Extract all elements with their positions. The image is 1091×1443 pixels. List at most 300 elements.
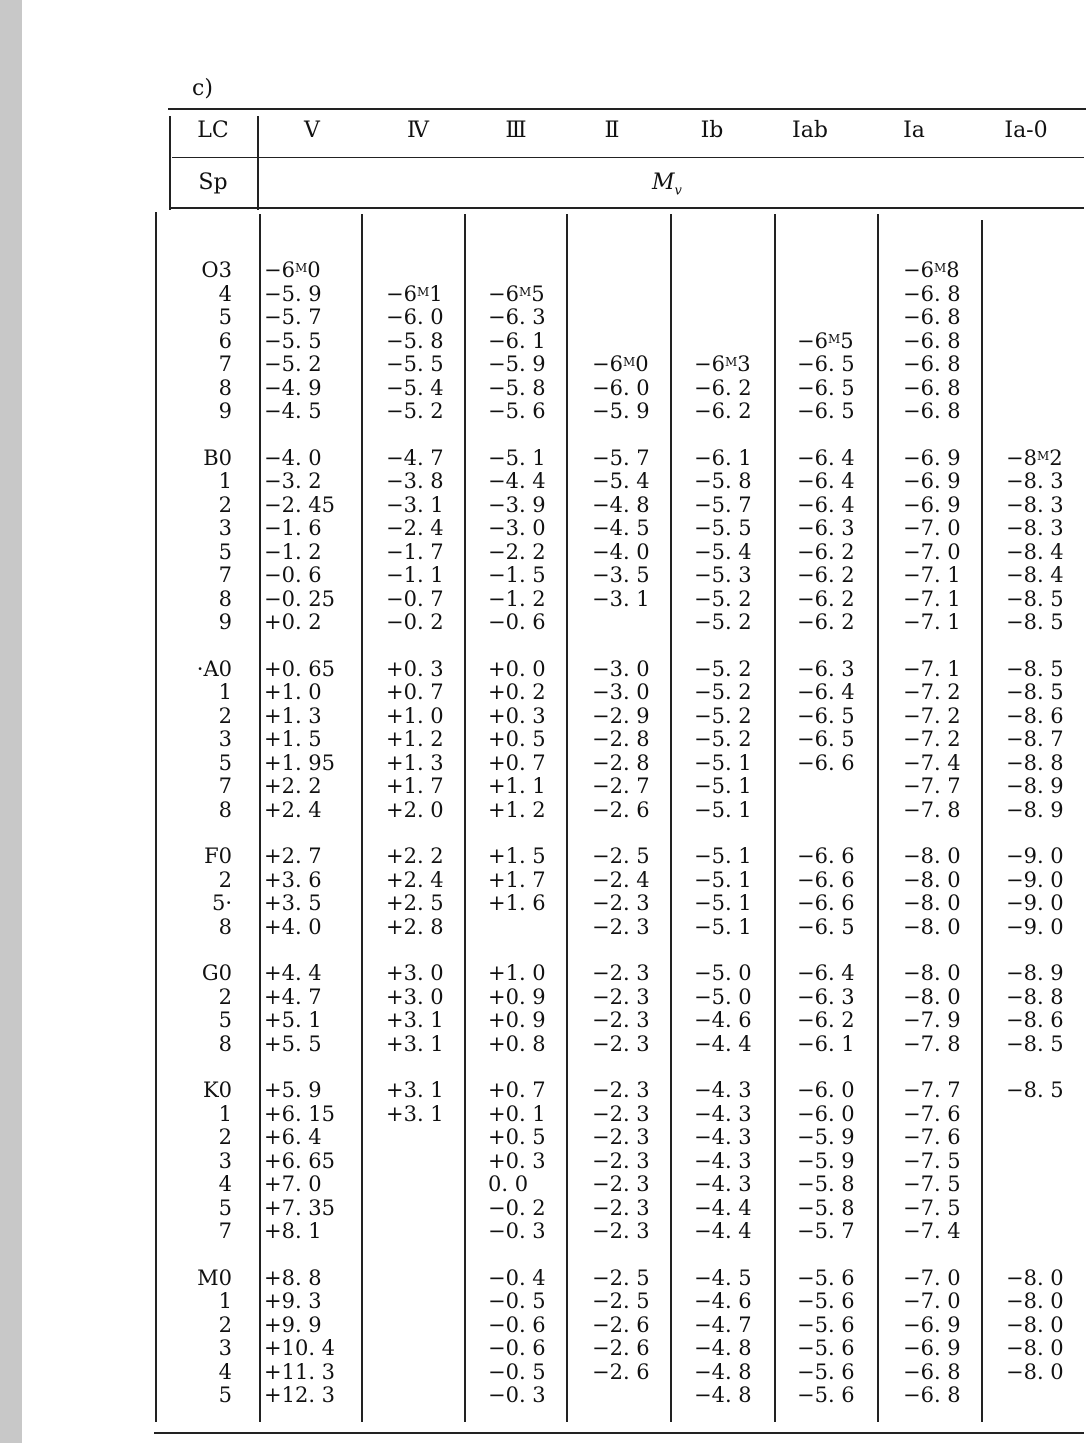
row-group [903,447,961,635]
magnitude-cell: +0. 2 [264,610,322,634]
spectral-type-cell: 3 [218,727,232,751]
magnitude-cell: −5. 1 [694,750,752,775]
magnitude-cell: −6. 2 [694,399,752,423]
magnitude-cell [592,283,650,307]
magnitude-cell: +0. 3 [386,656,444,681]
magnitude-cell: −5. 7 [592,445,650,470]
magnitude-cell: −6. 8 [903,1383,961,1407]
row-group [180,845,232,939]
magnitude-cell: +6. 4 [264,1125,322,1149]
magnitude-cell: +1. 2 [386,727,444,751]
magnitude-cell: −8. 4 [1006,539,1064,564]
row-group [180,1267,232,1408]
magnitude-cell: −6. 5 [797,375,855,400]
row-group [797,447,855,635]
magnitude-cell: −8. 0 [903,891,961,915]
magnitude-cell: −7. 1 [903,563,961,587]
magnitude-cell: −7. 7 [903,1078,961,1102]
magnitude-cell: −3. 0 [488,516,546,540]
row-group [903,1267,961,1408]
row-group [694,962,752,1056]
magnitude-cell [386,1384,444,1408]
magnitude-cell: −2. 3 [592,1078,650,1102]
magnitude-cell: −2. 45 [264,492,336,517]
magnitude-cell: +1. 3 [386,750,444,775]
magnitude-cell: −2. 9 [592,703,650,728]
magnitude-cell: +3. 1 [386,1078,444,1102]
magnitude-cell [386,259,444,283]
magnitude-cell: −7. 6 [903,1101,961,1126]
magnitude-cell: −4. 0 [264,445,322,470]
row-group [797,845,855,939]
magnitude-cell: −6. 3 [797,516,855,540]
magnitude-cell: −6. 9 [903,1336,961,1360]
page-margin-bar [0,0,22,1443]
magnitude-cell: −0. 6 [488,1336,546,1360]
magnitude-cell: −8. 3 [1006,469,1064,493]
magnitude-cell: −6. 2 [797,539,855,564]
magnitude-cell: −6. 9 [903,469,961,493]
magnitude-cell: +1. 3 [264,703,322,728]
magnitude-unit-mark: M [622,355,636,369]
magnitude-cell: −0. 6 [264,563,322,587]
row-group [694,259,752,424]
spectral-type-cell: 1 [218,680,232,704]
magnitude-cell: −1. 1 [386,563,444,587]
magnitude-cell: −2. 2 [488,539,546,564]
magnitude-cell: −7. 6 [903,1125,961,1149]
magnitude-cell: −8. 6 [1006,1008,1064,1032]
magnitude-cell: −4. 5 [264,399,322,423]
magnitude-cell [1006,1173,1064,1197]
spectral-type-cell: F0 [204,844,232,868]
magnitude-cell: −1. 2 [264,539,322,564]
magnitude-cell: −2. 4 [386,516,444,540]
row-group [264,259,335,424]
magnitude-cell: −2. 3 [592,891,650,915]
magnitude-cell [1006,1103,1064,1127]
magnitude-cell: −7. 0 [903,516,961,540]
magnitude-cell: +2. 2 [386,844,444,868]
magnitude-cell: −5. 7 [797,1219,855,1243]
row-group [386,447,444,635]
magnitude-cell: −6. 9 [903,445,961,470]
row-group [797,1079,855,1244]
magnitude-cell: −2. 3 [592,1008,650,1032]
spectral-type-cell: 6 [218,328,232,353]
magnitude-cell: −7. 2 [903,680,961,704]
body-col-rule-4 [566,214,568,1422]
magnitude-cell [1006,1220,1064,1244]
column-Ia0 [1006,259,1064,1431]
magnitude-cell: +0. 8 [488,1031,546,1056]
magnitude-cell: −2. 3 [592,1195,650,1220]
body-col-rule-2 [361,214,363,1422]
magnitude-cell: −5. 8 [797,1195,855,1220]
magnitude-cell: +11. 3 [264,1359,336,1384]
magnitude-cell: −5. 8 [386,328,444,353]
spectral-type-cell: K0 [202,1078,232,1102]
magnitude-cell: −2. 3 [592,961,650,985]
row-group [592,658,650,823]
magnitude-cell: −6. 5 [797,914,855,939]
lc-header: LC [197,118,229,143]
magnitude-cell [1006,400,1064,424]
magnitude-unit-mark: M [933,261,947,275]
magnitude-cell: −5. 2 [694,610,752,634]
magnitude-cell: −8. 0 [1006,1265,1064,1290]
magnitude-cell: −8. 0 [1006,1359,1064,1384]
col-header-II: Ⅱ [604,118,620,143]
row-group [264,447,335,635]
magnitude-cell: −6. 4 [797,492,855,517]
magnitude-cell: −1. 5 [488,563,546,587]
magnitude-cell [592,330,650,354]
magnitude-cell [694,330,752,354]
magnitude-cell: −6. 2 [797,1008,855,1032]
magnitude-cell: −6. 8 [903,375,961,400]
magnitude-cell: +6. 15 [264,1101,336,1126]
magnitude-cell: −0. 7 [386,586,444,611]
magnitude-cell: −8. 5 [1006,1078,1064,1102]
row-group [694,658,752,823]
magnitude-cell: −8. 0 [1006,1312,1064,1337]
magnitude-unit-mark: M [724,355,738,369]
magnitude-cell: +3. 0 [386,984,444,1009]
spectral-type-cell: G0 [201,961,232,985]
magnitude-cell: +0. 7 [488,1078,546,1102]
row-group [903,658,961,823]
magnitude-cell: +9. 9 [264,1312,322,1337]
magnitude-cell: $-6^M0$ [592,352,649,376]
magnitude-cell: −4. 7 [386,445,444,470]
spectral-type-cell: 9 [218,399,232,423]
spectral-type-cell: 8 [218,1031,232,1056]
magnitude-cell: −8. 0 [903,961,961,985]
spectral-type-cell: 8 [218,375,232,400]
magnitude-cell: −3. 1 [386,492,444,517]
magnitude-cell: $-6^M3$ [694,352,751,376]
magnitude-cell: −9. 0 [1006,891,1064,915]
magnitude-cell: +1. 5 [264,727,322,751]
row-group [488,845,546,939]
magnitude-cell: +5. 1 [264,1008,322,1032]
magnitude-cell: −0. 5 [488,1359,546,1384]
magnitude-cell: +5. 9 [264,1078,322,1102]
sp-column [180,259,232,1431]
magnitude-cell: −0. 3 [488,1219,546,1243]
magnitude-cell: −2. 3 [592,914,650,939]
magnitude-cell: +2. 7 [264,844,322,868]
magnitude-cell: −4. 0 [592,539,650,564]
spectral-type-cell: 5 [218,750,232,775]
magnitude-cell: −4. 6 [694,1289,752,1313]
row-group [903,962,961,1056]
row-group [1006,1267,1064,1408]
magnitude-cell: −6. 4 [797,469,855,493]
spectral-type-cell: 2 [218,703,232,728]
magnitude-cell: −6. 0 [592,375,650,400]
magnitude-cell: −5. 7 [264,305,322,329]
magnitude-cell: +0. 2 [488,680,546,704]
magnitude-cell: −8. 3 [1006,492,1064,517]
magnitude-cell: −7. 1 [903,586,961,611]
row-group [488,1079,546,1244]
header-divider [172,157,1084,158]
row-group [180,658,232,823]
magnitude-cell: +0. 3 [488,1148,546,1173]
magnitude-cell: −6. 5 [797,727,855,751]
magnitude-cell: +3. 1 [386,1031,444,1056]
magnitude-cell: $-8^M2$ [1006,445,1063,470]
row-group [592,447,650,635]
magnitude-cell: −2. 3 [592,984,650,1009]
magnitude-cell: −6. 8 [903,281,961,306]
col-header-IV: Ⅳ [407,118,429,143]
magnitude-cell [386,1197,444,1221]
magnitude-cell [592,1384,650,1408]
magnitude-cell: −3. 9 [488,492,546,517]
magnitude-cell: −4. 5 [592,516,650,540]
magnitude-cell: +2. 0 [386,797,444,822]
row-group [264,962,335,1056]
col-header-Ib: Ib [700,118,724,143]
magnitude-cell: +0. 9 [488,1008,546,1032]
magnitude-cell: −7. 4 [903,1219,961,1243]
magnitude-cell: +7. 0 [264,1172,322,1196]
magnitude-cell: −3. 1 [592,586,650,611]
body-col-rule-5 [670,214,672,1422]
row-group [592,259,650,424]
row-group [180,962,232,1056]
magnitude-cell: +0. 65 [264,656,336,681]
magnitude-cell: −2. 3 [592,1101,650,1126]
magnitude-cell [386,1173,444,1197]
col-header-Ia: Ia [903,118,925,143]
magnitude-cell: −5. 6 [797,1265,855,1290]
magnitude-cell: −5. 6 [797,1312,855,1337]
row-group [1006,658,1064,823]
magnitude-cell: −6. 4 [797,961,855,985]
magnitude-cell [797,775,855,799]
magnitude-cell: −5. 0 [694,984,752,1009]
body-left-rule [155,212,157,1422]
magnitude-cell: −6. 0 [797,1078,855,1102]
row-group [180,259,232,424]
magnitude-cell: −5. 3 [694,563,752,587]
magnitude-cell: +0. 0 [488,656,546,681]
magnitude-cell: −2. 8 [592,750,650,775]
magnitude-cell: −6. 3 [797,656,855,681]
row-group [903,845,961,939]
magnitude-cell: −7. 0 [903,1289,961,1313]
magnitude-cell: −7. 7 [903,774,961,798]
magnitude-cell: −7. 1 [903,656,961,681]
magnitude-cell: −5. 8 [797,1172,855,1196]
magnitude-cell: −4. 5 [694,1265,752,1290]
spectral-type-cell: 7 [218,352,232,376]
magnitude-cell: −5. 2 [694,680,752,704]
mv-header: $M_v$ [652,170,682,199]
magnitude-cell: −0. 6 [488,1312,546,1337]
magnitude-cell: $-6^M8$ [903,258,960,282]
magnitude-cell: −5. 4 [386,375,444,400]
magnitude-cell [592,306,650,330]
row-group [386,1267,444,1408]
magnitude-cell: −8. 6 [1006,703,1064,728]
spectral-type-cell: 8 [218,914,232,939]
row-group [1006,259,1064,424]
magnitude-cell: −0. 4 [488,1265,546,1290]
magnitude-cell: −5. 2 [694,586,752,611]
magnitude-cell: −2. 6 [592,797,650,822]
magnitude-cell: +8. 8 [264,1265,322,1290]
magnitude-cell: +1. 2 [488,797,546,822]
magnitude-unit-mark: M [518,284,532,299]
magnitude-cell: −6. 4 [797,445,855,470]
magnitude-cell: −2. 6 [592,1336,650,1360]
column-V [264,259,335,1431]
magnitude-cell: −2. 5 [592,844,650,868]
magnitude-cell: −8. 5 [1006,610,1064,634]
magnitude-cell: −5. 1 [694,891,752,915]
spectral-type-cell: 8 [218,797,232,822]
magnitude-cell: −7. 0 [903,1265,961,1290]
magnitude-cell [386,1150,444,1174]
magnitude-cell: −5. 2 [264,352,322,376]
body-col-rule-7 [877,214,879,1422]
magnitude-cell: −8. 5 [1006,1031,1064,1056]
magnitude-cell: −5. 6 [488,399,546,423]
magnitude-cell: −6. 8 [903,1359,961,1384]
magnitude-cell: −5. 1 [488,445,546,470]
row-group [592,962,650,1056]
magnitude-cell: −2. 3 [592,1031,650,1056]
magnitude-cell: −1. 7 [386,539,444,564]
magnitude-cell: −7. 8 [903,797,961,822]
magnitude-cell: −5. 6 [797,1359,855,1384]
row-group [797,259,855,424]
magnitude-cell: −4. 4 [694,1219,752,1243]
magnitude-cell: −8. 8 [1006,984,1064,1009]
spectral-type-cell: 2 [218,1125,232,1149]
magnitude-cell [386,1220,444,1244]
magnitude-cell: −5. 5 [694,516,752,540]
magnitude-cell: +0. 7 [386,680,444,704]
magnitude-cell: +0. 9 [488,984,546,1009]
magnitude-cell: −8. 5 [1006,586,1064,611]
magnitude-cell: +3. 5 [264,891,322,915]
row-group [694,1079,752,1244]
magnitude-cell: +0. 5 [488,727,546,751]
magnitude-cell: +10. 4 [264,1336,336,1360]
spectral-type-cell: 4 [218,1359,232,1384]
magnitude-cell [1006,283,1064,307]
magnitude-cell: +1. 1 [488,774,546,798]
magnitude-cell: −7. 2 [903,727,961,751]
magnitude-cell: $-6^M1$ [386,281,443,306]
magnitude-cell: +2. 5 [386,891,444,915]
magnitude-cell: −4. 8 [694,1336,752,1360]
magnitude-cell: +5. 5 [264,1031,322,1056]
spectral-type-cell: 5· [211,891,232,915]
magnitude-cell [694,283,752,307]
magnitude-cell: −6. 2 [797,563,855,587]
magnitude-cell: −8. 0 [903,867,961,892]
magnitude-cell: +1. 6 [488,891,546,915]
magnitude-cell: −5. 4 [694,539,752,564]
magnitude-cell [592,259,650,283]
col-header-V: V [304,118,320,143]
spectral-type-cell: 1 [218,1101,232,1126]
row-group [797,658,855,823]
magnitude-cell: −0. 5 [488,1289,546,1313]
magnitude-cell: −5. 2 [386,399,444,423]
magnitude-cell: −6. 8 [903,352,961,376]
spectral-type-cell: 1 [218,469,232,493]
magnitude-cell: −2. 3 [592,1148,650,1173]
magnitude-cell: −3. 8 [386,469,444,493]
magnitude-cell: −6. 6 [797,750,855,775]
column-Ib [694,259,752,1431]
magnitude-cell: −7. 0 [903,539,961,564]
magnitude-cell: −5. 2 [694,703,752,728]
magnitude-cell: −6. 8 [903,399,961,423]
spectral-type-cell: B0 [203,445,232,470]
magnitude-cell: −5. 8 [488,375,546,400]
magnitude-cell: −5. 9 [797,1148,855,1173]
spectral-type-cell: 5 [218,1008,232,1032]
magnitude-cell: −5. 5 [386,352,444,376]
magnitude-cell: −6. 1 [488,328,546,353]
magnitude-cell: −5. 9 [488,352,546,376]
magnitude-unit-mark: M [1036,448,1050,463]
spectral-type-cell: 7 [218,1219,232,1243]
row-group [797,962,855,1056]
magnitude-cell: −8. 0 [903,914,961,939]
row-group [592,1267,650,1408]
magnitude-unit-mark: M [294,261,308,275]
magnitude-cell: −2. 4 [592,867,650,892]
magnitude-cell: −6. 2 [797,610,855,634]
magnitude-cell: −2. 5 [592,1265,650,1290]
magnitude-cell: −4. 7 [694,1312,752,1337]
magnitude-cell: +2. 8 [386,914,444,939]
magnitude-cell: +0. 7 [488,750,546,775]
magnitude-cell [1006,353,1064,377]
magnitude-cell: +1. 7 [488,867,546,892]
row-group [264,1267,335,1408]
row-group [386,658,444,823]
magnitude-cell: −5. 9 [264,281,322,306]
spectral-type-cell: 2 [218,492,232,517]
magnitude-cell [1006,1197,1064,1221]
magnitude-cell: −8. 5 [1006,680,1064,704]
magnitude-cell: 0. 0 [488,1172,529,1196]
magnitude-cell: −8. 9 [1006,774,1064,798]
row-group [264,845,335,939]
magnitude-cell: −7. 8 [903,1031,961,1056]
magnitude-cell: +6. 65 [264,1148,336,1173]
magnitude-cell: −7. 4 [903,750,961,775]
spectral-type-cell: 1 [218,1289,232,1313]
row-group [694,447,752,635]
magnitude-cell: −5. 1 [694,914,752,939]
magnitude-cell: −5. 9 [592,399,650,423]
magnitude-cell [488,259,546,283]
row-group [694,1267,752,1408]
magnitude-cell: −2. 3 [592,1219,650,1243]
